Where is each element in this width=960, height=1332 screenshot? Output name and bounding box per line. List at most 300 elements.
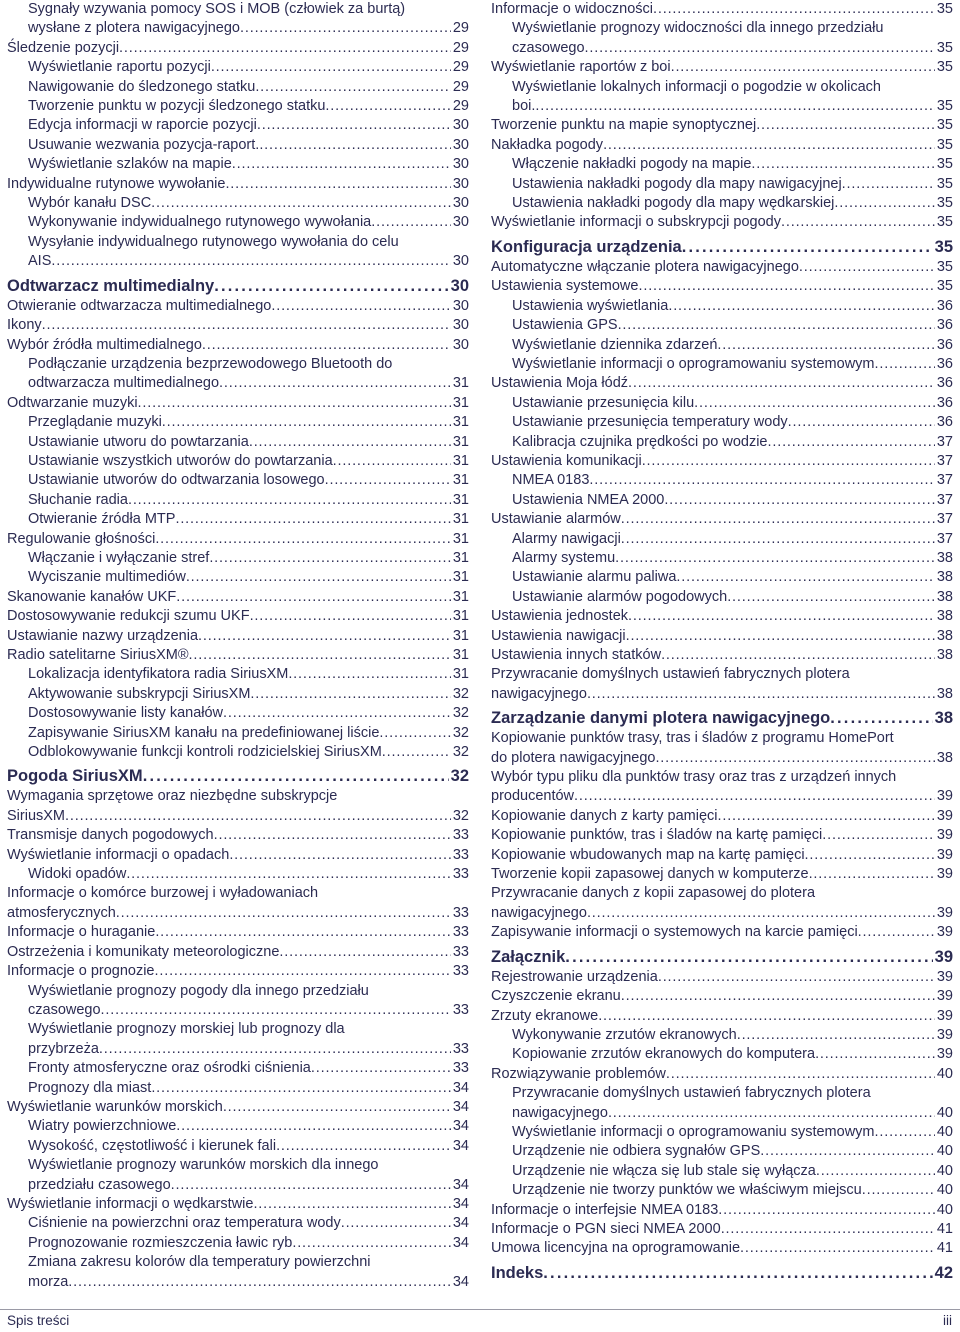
toc-entry[interactable] xyxy=(7,865,469,884)
toc-entry[interactable] xyxy=(7,316,469,335)
toc-entry[interactable] xyxy=(491,530,953,549)
toc-entry[interactable] xyxy=(7,175,469,194)
toc-entry-title: Odblokowywanie funkcji kontroli rodzicielskiej SiriusXM xyxy=(28,744,382,761)
toc-entry[interactable] xyxy=(7,355,469,394)
toc-entry-title: atmosferycznych xyxy=(7,904,116,921)
toc-page-number: 37 xyxy=(936,452,953,469)
toc-entry[interactable] xyxy=(491,588,953,607)
toc-dot-leader xyxy=(737,1026,935,1045)
toc-entry[interactable] xyxy=(491,336,953,355)
toc-entry[interactable] xyxy=(7,58,469,77)
toc-entry-title: Wybór kanału DSC xyxy=(28,195,152,212)
toc-entry-title: Aktywowanie subskrypcji SiriusXM xyxy=(28,685,251,702)
toc-dot-leader xyxy=(219,374,451,393)
toc-dot-leader xyxy=(834,194,934,213)
toc-dot-leader xyxy=(189,646,451,665)
toc-entry-title: Słuchanie radia xyxy=(28,491,128,508)
toc-entry-title: SiriusXM xyxy=(7,807,66,824)
toc-dot-leader xyxy=(211,58,451,77)
toc-entry[interactable] xyxy=(491,1045,953,1064)
toc-dot-leader xyxy=(51,252,450,271)
toc-entry[interactable] xyxy=(7,1234,469,1253)
toc-entry-title: Edycja informacji w raporcie pozycji xyxy=(28,117,257,134)
toc-dot-leader xyxy=(664,491,935,510)
toc-entry[interactable] xyxy=(7,1079,469,1098)
toc-page-number: 38 xyxy=(936,549,953,566)
toc-dot-leader xyxy=(608,1104,935,1123)
toc-chapter-entry[interactable] xyxy=(491,708,953,728)
toc-dot-leader xyxy=(618,316,935,335)
toc-page-number: 30 xyxy=(452,214,469,231)
toc-entry[interactable] xyxy=(7,549,469,568)
toc-entry[interactable] xyxy=(7,607,469,626)
toc-entry[interactable] xyxy=(7,0,469,39)
toc-dot-leader xyxy=(621,510,935,529)
toc-entry[interactable] xyxy=(7,213,469,232)
toc-entry-title: Urządzenie nie odbiera sygnałów GPS xyxy=(512,1143,761,1160)
toc-entry[interactable] xyxy=(7,530,469,549)
toc-entry-title: Dostosowywanie redukcji szumu UKF xyxy=(7,608,250,625)
toc-entry-title-line: Przywracanie domyślnych ustawień fabrycznych plotera xyxy=(491,666,850,683)
toc-dot-leader xyxy=(162,413,451,432)
toc-page-number: 36 xyxy=(936,336,953,353)
toc-dot-leader xyxy=(126,865,451,884)
toc-entry[interactable] xyxy=(491,155,953,174)
toc-entry[interactable] xyxy=(7,336,469,355)
toc-page-number: 36 xyxy=(936,375,953,392)
toc-entry[interactable] xyxy=(7,97,469,116)
toc-entry[interactable] xyxy=(7,136,469,155)
toc-entry[interactable] xyxy=(491,807,953,826)
toc-entry-title: Ustawienia nawigacji xyxy=(491,627,626,644)
toc-dot-leader xyxy=(279,943,450,962)
toc-entry-title-line: Wyświetlanie lokalnych informacji o pogodzie w okolicach xyxy=(512,78,881,95)
toc-dot-leader xyxy=(65,807,451,826)
toc-entry[interactable] xyxy=(491,1065,953,1084)
toc-entry-title: Ustawianie wszystkich utworów do powtarzania xyxy=(28,452,333,469)
toc-page-number: 35 xyxy=(934,237,953,256)
toc-entry-title: Ustawienia systemowe xyxy=(491,278,639,295)
toc-entry[interactable] xyxy=(7,78,469,97)
toc-entry[interactable] xyxy=(7,1059,469,1078)
toc-page-number: 35 xyxy=(936,117,953,134)
toc-entry-title: Tworzenie punktu w pozycji śledzonego statku xyxy=(28,98,326,115)
toc-entry-title: Wyciszanie multimediów xyxy=(28,569,186,586)
toc-entry[interactable] xyxy=(491,374,953,393)
toc-entry-title: Radio satelitarne SiriusXM® xyxy=(7,647,189,663)
toc-entry-title: Ustawienia nakładki pogody dla mapy nawigacyjnej xyxy=(512,175,842,192)
toc-entry[interactable] xyxy=(491,19,953,58)
toc-entry[interactable] xyxy=(491,297,953,316)
toc-entry[interactable] xyxy=(491,1142,953,1161)
toc-entry[interactable] xyxy=(7,588,469,607)
toc-entry-title: NMEA 0183 xyxy=(512,472,590,489)
toc-entry[interactable] xyxy=(7,646,469,665)
toc-entry[interactable] xyxy=(491,1007,953,1026)
toc-page-number: 33 xyxy=(452,1060,469,1077)
toc-page-number: 39 xyxy=(936,988,953,1005)
toc-entry-title: Informacje o huraganie xyxy=(7,924,156,941)
toc-page-number: 35 xyxy=(936,1,953,17)
toc-page-number: 39 xyxy=(936,924,953,941)
toc-entry-title: Wyświetlanie informacji o opadach xyxy=(7,846,230,863)
toc-entry[interactable] xyxy=(7,233,469,272)
toc-dot-leader xyxy=(642,452,935,471)
toc-entry[interactable] xyxy=(7,884,469,923)
toc-entry[interactable] xyxy=(7,724,469,743)
toc-page-number: 37 xyxy=(936,433,953,450)
toc-dot-leader xyxy=(694,394,935,413)
toc-entry-title: Kopiowanie zrzutów ekranowych do komputera xyxy=(512,1046,816,1063)
toc-dot-leader xyxy=(587,685,935,704)
toc-entry-title: morza xyxy=(28,1273,69,1290)
toc-entry[interactable] xyxy=(7,413,469,432)
toc-entry-title: Automatyczne włączanie plotera nawigacyjnego xyxy=(491,258,799,275)
toc-page-number: 31 xyxy=(452,394,469,411)
toc-page-number: 34 xyxy=(452,1234,469,1251)
toc-dot-leader xyxy=(626,627,935,646)
toc-page-number: 33 xyxy=(452,866,469,883)
toc-dot-leader xyxy=(875,1123,935,1142)
toc-page-number: 30 xyxy=(452,253,469,270)
toc-entry[interactable] xyxy=(491,452,953,471)
toc-entry-title-line: Informacje o komórce burzowej i wyładowaniach xyxy=(7,885,319,902)
toc-entry-title: Indywidualne rutynowe wywołanie xyxy=(7,175,226,192)
toc-entry[interactable] xyxy=(491,316,953,335)
footer-section-title: Spis treści xyxy=(7,1313,70,1328)
toc-dot-leader xyxy=(598,1007,935,1026)
toc-dot-leader xyxy=(311,1059,451,1078)
toc-entry[interactable] xyxy=(7,568,469,587)
toc-dot-leader xyxy=(621,530,935,549)
toc-entry-title: Lokalizacja identyfikatora radia SiriusXM xyxy=(28,666,289,683)
toc-dot-leader xyxy=(653,0,935,19)
toc-dot-leader xyxy=(585,39,935,58)
toc-page-number: 31 xyxy=(452,647,469,663)
toc-dot-leader xyxy=(209,549,451,568)
toc-page-number: 38 xyxy=(936,627,953,644)
toc-entry-title: Urządzenie nie włącza się lub stale się wyłącza xyxy=(512,1162,816,1179)
toc-page-number: 36 xyxy=(936,394,953,411)
toc-entry-title: nawigacyjnego xyxy=(491,904,587,921)
toc-entry[interactable] xyxy=(7,1253,469,1292)
toc-entry-title: Ustawianie utworów do odtwarzania losowego xyxy=(28,472,325,489)
toc-entry[interactable] xyxy=(491,175,953,194)
toc-entry[interactable] xyxy=(491,413,953,432)
toc-dot-leader xyxy=(603,136,935,155)
toc-entry[interactable] xyxy=(491,607,953,626)
toc-page-number: 31 xyxy=(452,472,469,489)
toc-entry[interactable] xyxy=(7,491,469,510)
toc-entry[interactable] xyxy=(491,729,953,768)
toc-entry[interactable] xyxy=(7,39,469,58)
toc-page-number: 39 xyxy=(936,788,953,805)
toc-page-number: 34 xyxy=(452,1098,469,1115)
toc-page-number: 40 xyxy=(936,1182,953,1199)
toc-dot-leader xyxy=(155,923,451,942)
toc-dot-leader xyxy=(249,433,451,452)
toc-entry[interactable] xyxy=(491,433,953,452)
toc-column-left xyxy=(7,0,469,1292)
toc-entry[interactable] xyxy=(491,1123,953,1142)
toc-entry-title: Odtwarzacz multimedialny xyxy=(7,276,215,295)
toc-entry-title: Tworzenie kopii zapasowej danych w komputerze xyxy=(491,866,809,883)
toc-entry[interactable] xyxy=(491,1220,953,1239)
toc-entry[interactable] xyxy=(7,452,469,471)
toc-entry[interactable] xyxy=(491,968,953,987)
toc-entry-title: Wykonywanie zrzutów ekranowych xyxy=(512,1026,737,1043)
toc-entry-title: Ustawienia Moja łódź xyxy=(491,375,629,392)
toc-entry[interactable] xyxy=(491,646,953,665)
toc-entry-title: Pogoda SiriusXM xyxy=(7,767,143,786)
toc-page-number: 38 xyxy=(936,647,953,663)
toc-page-number: 35 xyxy=(936,39,953,56)
toc-entry-title: Usuwanie wezwania pozycja-raport. xyxy=(28,136,260,153)
toc-dot-leader xyxy=(257,116,451,135)
toc-page-number: 33 xyxy=(452,827,469,844)
toc-entry[interactable] xyxy=(491,549,953,568)
toc-entry[interactable] xyxy=(491,277,953,296)
toc-entry-title: Wyświetlanie warunków morskich xyxy=(7,1098,223,1115)
toc-page-number: 39 xyxy=(936,1007,953,1024)
toc-dot-leader xyxy=(255,78,451,97)
toc-page-number: 32 xyxy=(452,724,469,741)
toc-page-number: 41 xyxy=(936,1220,953,1237)
toc-page-number: 35 xyxy=(936,59,953,76)
toc-dot-leader xyxy=(68,1273,451,1292)
toc-dot-leader xyxy=(151,1079,451,1098)
toc-page-number: 38 xyxy=(936,685,953,702)
toc-entry[interactable] xyxy=(7,194,469,213)
toc-entry[interactable] xyxy=(7,1020,469,1059)
toc-entry-title: Skanowanie kanałów UKF xyxy=(7,588,177,605)
toc-entry[interactable] xyxy=(7,704,469,723)
toc-dot-leader xyxy=(799,258,935,277)
toc-entry-title: Rejestrowanie urządzenia xyxy=(491,968,658,985)
toc-page-number: 33 xyxy=(452,1040,469,1057)
toc-page-number: 29 xyxy=(452,59,469,76)
toc-dot-leader xyxy=(225,175,450,194)
toc-page-number: 35 xyxy=(936,258,953,275)
toc-entry[interactable] xyxy=(7,394,469,413)
toc-page-number: 37 xyxy=(936,491,953,508)
toc-entry-title: Fronty atmosferyczne oraz ośrodki ciśnienia xyxy=(28,1060,311,1077)
toc-entry-title: nawigacyjnego xyxy=(491,685,587,702)
toc-entry[interactable] xyxy=(7,943,469,962)
toc-entry-title-line: Wyświetlanie prognozy morskiej lub prognozy dla xyxy=(28,1021,345,1038)
toc-dot-leader xyxy=(668,297,935,316)
toc-dot-leader xyxy=(788,413,935,432)
toc-dot-leader xyxy=(155,530,451,549)
toc-entry-title-line: Wysyłanie indywidualnego rutynowego wywołania do celu xyxy=(28,233,399,250)
toc-entry-title: nawigacyjnego xyxy=(512,1104,608,1121)
toc-chapter-entry[interactable] xyxy=(491,1263,953,1283)
toc-entry-title: Prognozowanie rozmieszczenia ławic ryb xyxy=(28,1234,293,1251)
toc-page-number: 33 xyxy=(452,1001,469,1018)
toc-dot-leader xyxy=(382,743,451,762)
toc-entry[interactable] xyxy=(491,116,953,135)
toc-entry[interactable] xyxy=(491,510,953,529)
toc-entry[interactable] xyxy=(491,923,953,942)
toc-dot-leader xyxy=(638,277,934,296)
toc-entry[interactable] xyxy=(7,510,469,529)
toc-entry-title: odtwarzacza multimedialnego xyxy=(28,375,220,392)
toc-dot-leader xyxy=(119,39,451,58)
toc-dot-leader xyxy=(288,665,451,684)
toc-dot-leader xyxy=(565,947,932,967)
toc-page-number: 31 xyxy=(452,588,469,605)
toc-entry[interactable] xyxy=(7,962,469,981)
toc-chapter-entry[interactable] xyxy=(7,766,469,786)
toc-entry[interactable] xyxy=(491,491,953,510)
toc-page-number: 31 xyxy=(452,569,469,586)
toc-entry-title: przedziału czasowego xyxy=(28,1176,171,1193)
toc-entry[interactable] xyxy=(491,1239,953,1258)
toc-entry[interactable] xyxy=(491,1162,953,1181)
toc-entry[interactable] xyxy=(491,213,953,232)
toc-entry[interactable] xyxy=(491,884,953,923)
toc-dot-leader xyxy=(756,116,935,135)
toc-entry[interactable] xyxy=(7,846,469,865)
toc-entry[interactable] xyxy=(7,982,469,1021)
toc-entry[interactable] xyxy=(491,1084,953,1123)
toc-entry-title: Wybór źródła multimedialnego xyxy=(7,336,202,353)
toc-entry-title: Dostosowywanie listy kanałów xyxy=(28,705,224,722)
toc-page-number: 34 xyxy=(452,1118,469,1135)
toc-dot-leader xyxy=(176,588,451,607)
toc-entry[interactable] xyxy=(7,665,469,684)
toc-entry[interactable] xyxy=(7,1117,469,1136)
toc-entry[interactable] xyxy=(7,1214,469,1233)
toc-entry[interactable] xyxy=(7,1195,469,1214)
toc-entry-title: Alarmy nawigacji xyxy=(512,530,621,547)
toc-entry[interactable] xyxy=(491,258,953,277)
toc-entry[interactable] xyxy=(491,136,953,155)
toc-entry[interactable] xyxy=(491,1201,953,1220)
toc-page-number: 30 xyxy=(452,297,469,314)
toc-page-number: 39 xyxy=(936,904,953,921)
toc-page-number: 29 xyxy=(452,78,469,95)
toc-entry[interactable] xyxy=(491,355,953,374)
toc-dot-leader xyxy=(259,136,451,155)
toc-dot-leader xyxy=(138,394,451,413)
toc-entry[interactable] xyxy=(7,116,469,135)
toc-entry[interactable] xyxy=(7,433,469,452)
toc-entry[interactable] xyxy=(7,1137,469,1156)
toc-page-number: 36 xyxy=(936,317,953,334)
toc-entry[interactable] xyxy=(7,826,469,845)
toc-entry-title: Wyświetlanie informacji o oprogramowaniu systemowym xyxy=(512,1123,875,1140)
toc-chapter-entry[interactable] xyxy=(7,276,469,296)
toc-entry-title-line: Wybór typu pliku dla punktów trasy oraz tras z urządzeń innych xyxy=(491,769,897,786)
toc-page-number: 33 xyxy=(452,904,469,921)
toc-entry-title-line: Sygnały wzywania pomocy SOS i MOB (człowiek za burtą) xyxy=(28,1,406,17)
toc-dot-leader xyxy=(128,491,451,510)
toc-entry[interactable] xyxy=(491,865,953,884)
toc-dot-leader xyxy=(223,1098,451,1117)
toc-entry-title: Konfiguracja urządzenia xyxy=(491,237,682,256)
toc-entry[interactable] xyxy=(7,297,469,316)
footer-page-number: iii xyxy=(943,1313,952,1328)
toc-entry[interactable] xyxy=(7,627,469,646)
toc-dot-leader xyxy=(198,627,451,646)
toc-entry-title: Indeks xyxy=(491,1263,544,1282)
toc-page-number: 31 xyxy=(452,666,469,683)
toc-entry[interactable] xyxy=(491,665,953,704)
toc-entry[interactable] xyxy=(491,1026,953,1045)
toc-entry[interactable] xyxy=(7,155,469,174)
toc-dot-leader xyxy=(292,1234,451,1253)
toc-entry[interactable] xyxy=(491,194,953,213)
toc-dot-leader xyxy=(621,987,935,1006)
toc-entry[interactable] xyxy=(491,58,953,77)
toc-dot-leader xyxy=(727,588,935,607)
toc-entry[interactable] xyxy=(7,923,469,942)
toc-dot-leader xyxy=(325,97,450,116)
toc-entry[interactable] xyxy=(491,78,953,117)
toc-entry-title: Transmisje danych pogodowych xyxy=(7,827,214,844)
toc-dot-leader xyxy=(671,58,935,77)
toc-entry-title: przybrzeża xyxy=(28,1040,99,1057)
toc-dot-leader xyxy=(718,1201,935,1220)
toc-dot-leader xyxy=(101,1001,451,1020)
toc-entry[interactable] xyxy=(491,471,953,490)
toc-dot-leader xyxy=(658,968,935,987)
toc-dot-leader xyxy=(830,708,932,728)
toc-page-number: 31 xyxy=(452,491,469,508)
toc-page-number: 37 xyxy=(936,511,953,528)
toc-entry[interactable] xyxy=(491,1181,953,1200)
toc-page-number: 31 xyxy=(452,608,469,625)
toc-entry[interactable] xyxy=(491,568,953,587)
toc-entry[interactable] xyxy=(491,627,953,646)
toc-dot-leader xyxy=(232,155,451,174)
toc-entry[interactable] xyxy=(7,471,469,490)
toc-dot-leader xyxy=(805,846,935,865)
toc-entry-title: do plotera nawigacyjnego xyxy=(491,749,656,766)
toc-entry[interactable] xyxy=(7,787,469,826)
toc-dot-leader xyxy=(543,1263,932,1283)
toc-page-number: 35 xyxy=(936,214,953,231)
toc-page-number: 32 xyxy=(452,744,469,761)
toc-entry[interactable] xyxy=(7,1098,469,1117)
toc-page-number: 40 xyxy=(936,1065,953,1082)
toc-page-number: 30 xyxy=(452,336,469,353)
toc-dot-leader xyxy=(151,194,451,213)
toc-page-number: 30 xyxy=(452,136,469,153)
toc-entry-title: Zarządzanie danymi plotera nawigacyjnego xyxy=(491,709,831,728)
toc-entry[interactable] xyxy=(491,987,953,1006)
toc-entry-title-line: Wyświetlanie prognozy widoczności dla innego przedziału xyxy=(512,20,884,37)
toc-page-number: 34 xyxy=(452,1137,469,1154)
toc-entry[interactable] xyxy=(7,1156,469,1195)
toc-page-number: 38 xyxy=(934,709,953,728)
toc-entry-title: Otwieranie odtwarzacza multimedialnego xyxy=(7,297,272,314)
toc-chapter-entry[interactable] xyxy=(491,947,953,967)
toc-entry[interactable] xyxy=(7,743,469,762)
toc-entry-title: Ustawienia wyświetlania xyxy=(512,297,669,314)
toc-entry[interactable] xyxy=(7,685,469,704)
toc-entry[interactable] xyxy=(491,768,953,807)
toc-entry-title: Wiatry powierzchniowe xyxy=(28,1118,177,1135)
toc-entry[interactable] xyxy=(491,826,953,845)
toc-entry[interactable] xyxy=(491,846,953,865)
toc-entry-title: Urządzenie nie tworzy punktów we właściwym miejscu xyxy=(512,1182,862,1199)
toc-chapter-entry[interactable] xyxy=(491,237,953,257)
toc-entry[interactable] xyxy=(491,0,953,19)
toc-entry[interactable] xyxy=(491,394,953,413)
toc-column-right xyxy=(491,0,953,1284)
